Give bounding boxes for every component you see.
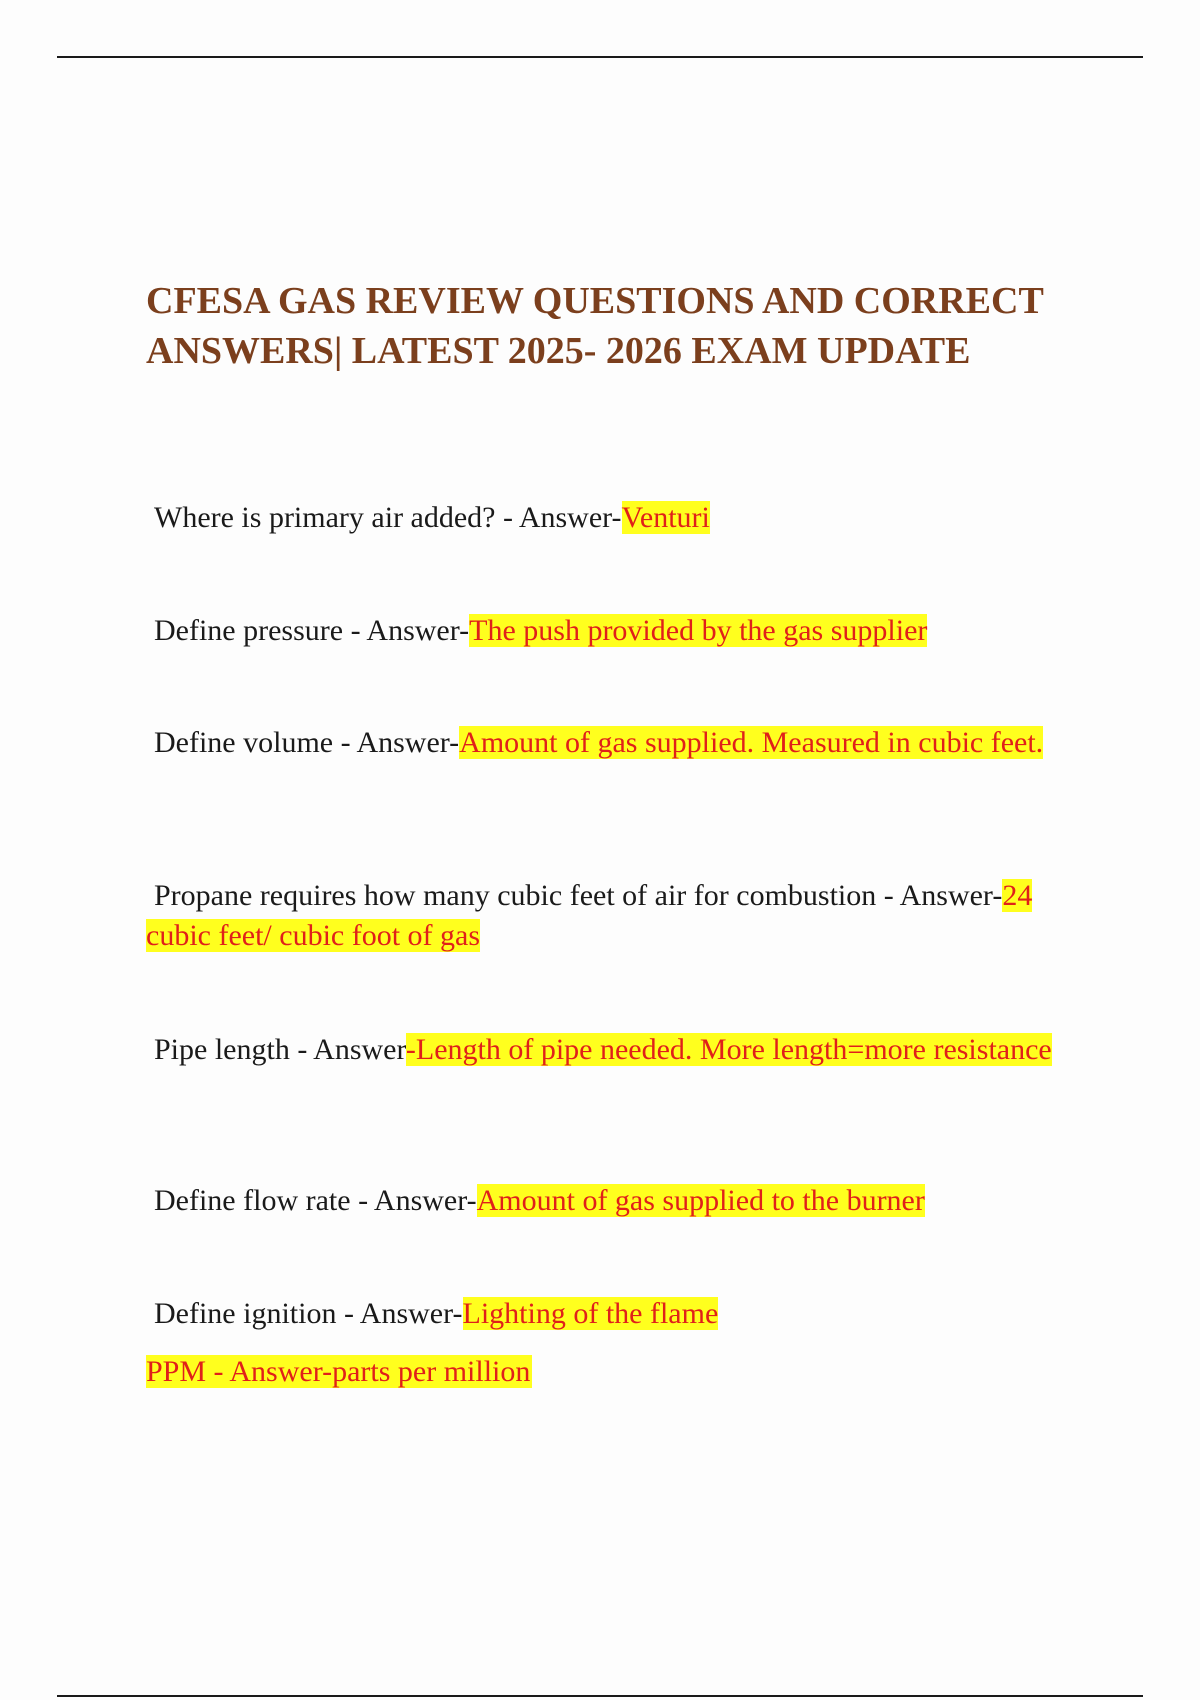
document-title: CFESA GAS REVIEW QUESTIONS AND CORRECT ANSWERS| LATEST 2025- 2026 EXAM UPDATE xyxy=(146,280,1044,372)
qa-item xyxy=(146,1030,1076,1070)
question-text: Where is primary air added? - Answer- xyxy=(154,501,622,534)
qa-item xyxy=(146,1181,1076,1221)
qa-item xyxy=(146,1352,1076,1392)
answer-text: 24 cubic feet/ cubic foot of gas xyxy=(146,879,1033,952)
answer-text: Amount of gas supplied to the burner xyxy=(476,1184,925,1217)
question-text: Define pressure - Answer- xyxy=(154,614,470,647)
question-text: Pipe length - Answer xyxy=(154,1033,406,1066)
bottom-rule xyxy=(57,1695,1143,1697)
answer-text: -Length of pipe needed. More length=more resistance xyxy=(405,1033,1052,1066)
answer-text: Amount of gas supplied. Measured in cubic feet. xyxy=(459,726,1044,759)
qa-item xyxy=(146,611,1076,651)
qa-item xyxy=(146,876,1076,956)
qa-item xyxy=(146,498,1076,538)
question-text: Define flow rate - Answer- xyxy=(154,1184,477,1217)
top-rule xyxy=(57,56,1143,58)
question-text: Define volume - Answer- xyxy=(154,726,460,759)
question-text: Propane requires how many cubic feet of air for combustion - Answer- xyxy=(154,879,1003,912)
qa-item xyxy=(146,723,1076,763)
answer-text: PPM - Answer-parts per million xyxy=(146,1355,531,1388)
answer-text: The push provided by the gas supplier xyxy=(469,614,928,647)
answer-text: Venturi xyxy=(621,501,710,534)
qa-item xyxy=(146,1294,1076,1334)
question-text: Define ignition - Answer- xyxy=(154,1297,463,1330)
answer-text: Lighting of the flame xyxy=(462,1297,719,1330)
